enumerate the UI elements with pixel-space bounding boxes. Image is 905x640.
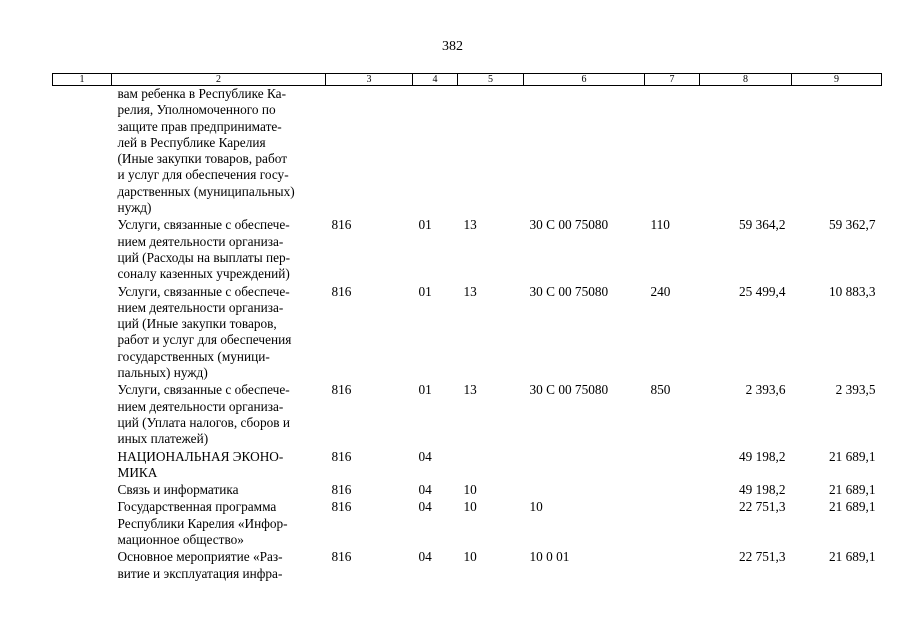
kbk-section: 04 — [418, 482, 432, 498]
kbk-target-article: 10 — [529, 499, 543, 515]
kbk-subsection: 10 — [463, 482, 477, 498]
kbk-subsection: 13 — [463, 283, 477, 299]
kbk-section: 01 — [418, 217, 432, 233]
amount-approved: 59 364,2 — [738, 217, 786, 233]
kbk-expense-type — [645, 499, 700, 549]
amount-approved: 49 198,2 — [738, 482, 786, 498]
kbk-target-article: 30 С 00 75080 — [529, 283, 609, 299]
table-row — [53, 382, 882, 448]
column-header: 7 — [645, 74, 700, 86]
kbk-target-article — [524, 449, 645, 483]
kbk-subsection: 10 — [463, 549, 477, 565]
expense-name: вам ребенка в Республике Ка- релия, Уполномоченного по защите прав предпринимате- лей в Республике Карелия (Иные закупки товаров, работ и услуг для обеспечения госу- дарственных (муниципальных) нужд) — [117, 86, 295, 216]
row-index-cell — [53, 449, 112, 483]
expense-name: Услуги, связанные с обеспече- нием деятельности организа- ций (Уплата налогов, сборов и иных платежей) — [117, 382, 290, 447]
column-header: 5 — [458, 74, 524, 86]
kbk-subsection: 13 — [463, 217, 477, 233]
amount-executed: 21 689,1 — [828, 549, 876, 565]
column-header: 1 — [53, 74, 112, 86]
kbk-target-article — [524, 482, 645, 499]
amount-executed: 10 883,3 — [828, 283, 876, 299]
kbk-ministry: 816 — [331, 283, 352, 299]
kbk-subsection — [458, 449, 524, 483]
kbk-ministry: 816 — [331, 448, 352, 464]
kbk-subsection: 13 — [463, 382, 477, 398]
column-header: 4 — [413, 74, 458, 86]
kbk-section: 01 — [418, 382, 432, 398]
amount-executed: 21 689,1 — [828, 482, 876, 498]
kbk-target-article — [524, 86, 645, 218]
expense-name: Государственная программа Республики Карелия «Инфор- мационное общество» — [117, 499, 288, 548]
kbk-section: 04 — [418, 499, 432, 515]
kbk-expense-type — [645, 86, 700, 218]
amount-executed: 21 689,1 — [828, 448, 876, 464]
amount-executed: 2 393,5 — [835, 382, 876, 398]
table-row — [53, 449, 882, 483]
kbk-expense-type — [645, 549, 700, 583]
row-index-cell — [53, 499, 112, 549]
kbk-expense-type — [645, 482, 700, 499]
row-index-cell — [53, 284, 112, 383]
column-header: 8 — [700, 74, 792, 86]
table-body — [53, 86, 882, 583]
kbk-target-article: 30 С 00 75080 — [529, 382, 609, 398]
row-index-cell — [53, 482, 112, 499]
amount-executed — [792, 86, 882, 218]
kbk-ministry: 816 — [331, 482, 352, 498]
expense-name: НАЦИОНАЛЬНАЯ ЭКОНО- МИКА — [117, 448, 284, 480]
row-index-cell — [53, 86, 112, 218]
kbk-section: 01 — [418, 283, 432, 299]
kbk-subsection — [458, 86, 524, 218]
kbk-ministry — [326, 86, 413, 218]
kbk-ministry: 816 — [331, 382, 352, 398]
amount-approved — [700, 86, 792, 218]
kbk-expense-type: 110 — [650, 217, 670, 233]
column-header: 2 — [112, 74, 326, 86]
kbk-ministry: 816 — [331, 499, 352, 515]
table-row — [53, 499, 882, 549]
budget-table — [52, 73, 882, 583]
amount-approved: 25 499,4 — [738, 283, 786, 299]
column-header: 9 — [792, 74, 882, 86]
kbk-ministry: 816 — [331, 549, 352, 565]
expense-name: Основное мероприятие «Раз- витие и эксплуатация инфра- — [117, 549, 283, 581]
table-row — [53, 86, 882, 218]
amount-approved: 22 751,3 — [738, 549, 786, 565]
row-index-cell — [53, 549, 112, 583]
column-header: 6 — [524, 74, 645, 86]
column-header-row — [53, 74, 882, 86]
kbk-target-article: 10 0 01 — [529, 549, 570, 565]
kbk-subsection: 10 — [463, 499, 477, 515]
table-row — [53, 217, 882, 283]
kbk-section: 04 — [418, 549, 432, 565]
row-index-cell — [53, 217, 112, 283]
kbk-section: 04 — [418, 448, 432, 464]
kbk-section — [413, 86, 458, 218]
amount-executed: 59 362,7 — [828, 217, 876, 233]
expense-name: Услуги, связанные с обеспече- нием деятельности организа- ций (Расходы на выплаты пер- соналу казенных учреждений) — [117, 217, 291, 282]
amount-executed: 21 689,1 — [828, 499, 876, 515]
table-row — [53, 482, 882, 499]
kbk-target-article: 30 С 00 75080 — [529, 217, 609, 233]
amount-approved: 49 198,2 — [738, 448, 786, 464]
expense-name: Услуги, связанные с обеспече- нием деятельности организа- ций (Иные закупки товаров, работ и услуг для обеспечения государственных (муници- пальных) нужд) — [117, 283, 292, 381]
expense-name: Связь и информатика — [117, 482, 239, 498]
amount-approved: 22 751,3 — [738, 499, 786, 515]
row-index-cell — [53, 382, 112, 448]
column-header: 3 — [326, 74, 413, 86]
kbk-expense-type — [645, 449, 700, 483]
table-row — [53, 284, 882, 383]
kbk-ministry: 816 — [331, 217, 352, 233]
kbk-expense-type: 240 — [650, 283, 671, 299]
table-row — [53, 549, 882, 583]
page-number: 382 — [442, 39, 463, 54]
amount-approved: 2 393,6 — [745, 382, 786, 398]
kbk-expense-type: 850 — [650, 382, 671, 398]
